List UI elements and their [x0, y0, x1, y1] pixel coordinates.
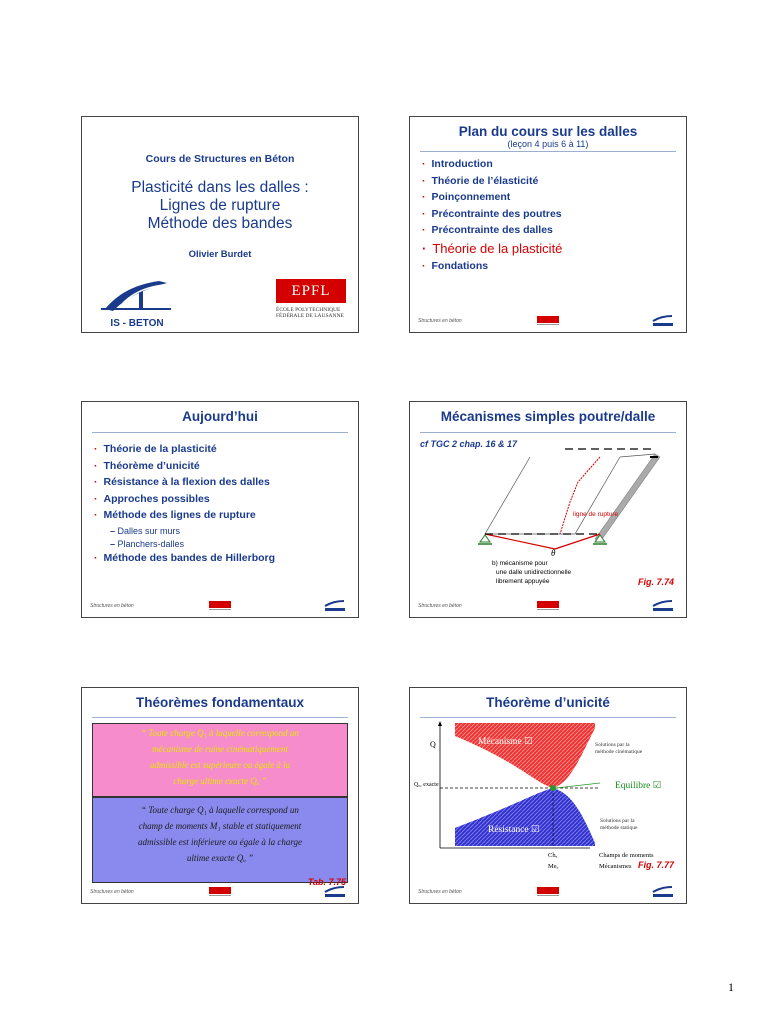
title-line: Lignes de rupture — [159, 197, 281, 214]
epfl-mini-icon — [537, 316, 559, 327]
epfl-mini-icon — [209, 601, 231, 612]
title-divider — [420, 151, 676, 152]
epfl-wordmark: EPFL — [291, 283, 331, 299]
is-beton-logo — [97, 275, 177, 329]
figure-number: Fig. 7.74 — [637, 577, 674, 587]
is-beton-mini-icon — [650, 886, 676, 898]
theorem-line: admissible est inférieure ou égale à la charge — [137, 837, 303, 847]
slide-main-title — [82, 179, 358, 233]
figure-caption — [492, 559, 571, 586]
slide-fundamental-theorems — [81, 687, 359, 904]
list-item: · Poinçonnement — [422, 191, 562, 203]
list-item: · Méthode des bandes de Hillerborg — [94, 552, 275, 564]
sub-list-item: – Dalles sur murs — [110, 526, 275, 536]
theta-symbol: θ — [551, 548, 556, 558]
theorem-line: mécanisme de ruine cinématiquement — [152, 744, 288, 754]
note-line: méthode cinématique — [595, 749, 643, 755]
epfl-line-1: ÉCOLE POLYTECHNIQUE — [276, 307, 341, 313]
footer-text: Structures en béton — [90, 889, 134, 895]
equilibrium-label: Equilibre ☑ — [615, 781, 662, 791]
epfl-mini-icon — [537, 887, 559, 898]
bridge-logo-icon — [97, 275, 177, 313]
list-item: · Fondations — [422, 260, 562, 272]
title-divider — [92, 432, 348, 433]
slide-title: Théorème d’unicité — [486, 695, 610, 710]
theorem-line: “ Toute charge Q₁ à laquelle correspond un — [141, 728, 299, 738]
lower-bound-theorem-box — [92, 797, 348, 883]
footer-text: Structures en béton — [418, 889, 462, 895]
plan-list — [422, 158, 562, 277]
list-item: · Théorie de la plasticité — [94, 443, 275, 455]
title-divider — [92, 717, 348, 718]
footer-text: Structures en béton — [418, 318, 462, 324]
slide-title — [81, 116, 359, 333]
epfl-mini-icon — [209, 887, 231, 898]
slide-simple-mechanisms — [409, 401, 687, 618]
note-line: Solutions par la — [595, 742, 630, 748]
theorem-line: “ Toute charge Q₁ à laquelle correspond un — [141, 805, 299, 815]
list-item: · Théorème d’unicité — [94, 460, 275, 472]
is-beton-mini-icon — [650, 600, 676, 612]
is-beton-mini-icon — [322, 600, 348, 612]
epfl-line-2: FÉDÉRALE DE LAUSANNE — [276, 313, 344, 319]
list-item: · Précontrainte des dalles — [422, 224, 562, 236]
slide-course-plan — [409, 116, 687, 333]
note-line: Solutions par la — [600, 818, 635, 824]
author-name: Olivier Burdet — [188, 249, 252, 260]
slide-title: Mécanismes simples poutre/dalle — [440, 409, 656, 424]
ch-label: Chₐ — [548, 852, 558, 859]
caption-line: b) mécanisme pour — [492, 560, 548, 567]
resistance-region-label: Résistance ☑ — [488, 825, 540, 835]
page-number: 1 — [728, 980, 734, 994]
footer-text: Structures en béton — [90, 603, 134, 609]
rupture-line-label: ligne de rupture — [573, 511, 619, 518]
caption-line: librement appuyée — [496, 578, 550, 585]
caption-line: une dalle unidirectionnelle — [496, 569, 572, 576]
title-line: Plasticité dans les dalles : — [131, 179, 309, 196]
figure-number: Fig. 7.77 — [637, 860, 674, 870]
moment-fields-label: Champs de moments — [599, 852, 654, 859]
list-item: · Introduction — [422, 158, 562, 170]
theorem-line: champ de moments M₁ stable et statiquement — [138, 821, 302, 831]
slide-today — [81, 401, 359, 618]
kinematic-solutions-note — [595, 742, 642, 756]
table-number: Tab. 7.75 — [307, 877, 346, 887]
q-exact-label: Qᵤ, exacte — [414, 782, 439, 788]
theorem-line: admissible est supérieure ou égale à la — [149, 760, 291, 770]
mechanisms-label: Mécanismes — [599, 863, 632, 870]
theorem-line: ultime exacte Qᵤ ” — [186, 853, 254, 863]
mechanism-region-label: Mécanisme ☑ — [478, 737, 533, 747]
footer-text: Structures en béton — [418, 603, 462, 609]
theorem-line: charge ultime exacte Qᵤ ” — [173, 776, 267, 786]
list-item: · Résistance à la flexion des dalles — [94, 476, 275, 488]
is-beton-mini-icon — [650, 315, 676, 327]
list-item: · Méthode des lignes de rupture — [94, 509, 275, 521]
slide-title: Aujourd’hui — [182, 409, 258, 424]
sub-list-item: – Planchers-dalles — [110, 539, 275, 549]
static-solutions-note — [600, 818, 637, 832]
list-item: · Théorie de l’élasticité — [422, 175, 562, 187]
uniqueness-diagram — [410, 688, 687, 904]
is-beton-mini-icon — [322, 886, 348, 898]
upper-bound-theorem-box — [92, 723, 348, 797]
list-item: · Précontrainte des poutres — [422, 208, 562, 220]
slide-title: Théorèmes fondamentaux — [135, 695, 305, 710]
note-line: méthode statique — [600, 825, 638, 831]
slide-subtitle: (leçon 4 puis 6 à 11) — [507, 139, 589, 149]
q-axis-label: Q — [430, 740, 436, 749]
slide-uniqueness-theorem — [409, 687, 687, 904]
reference-text: cf TGC 2 chap. 16 & 17 — [420, 439, 518, 449]
list-item-current: · Théorie de la plasticité — [422, 241, 562, 256]
course-name: Cours de Structures en Béton — [145, 153, 295, 165]
epfl-logo — [276, 279, 346, 327]
me-label: Meₐ — [548, 863, 559, 870]
agenda-list — [94, 443, 275, 568]
epfl-mini-icon — [537, 601, 559, 612]
title-line: Méthode des bandes — [147, 215, 293, 232]
is-beton-label: IS - BETON — [110, 318, 164, 329]
slide-title: Plan du cours sur les dalles — [458, 124, 638, 139]
list-item: · Approches possibles — [94, 493, 275, 505]
